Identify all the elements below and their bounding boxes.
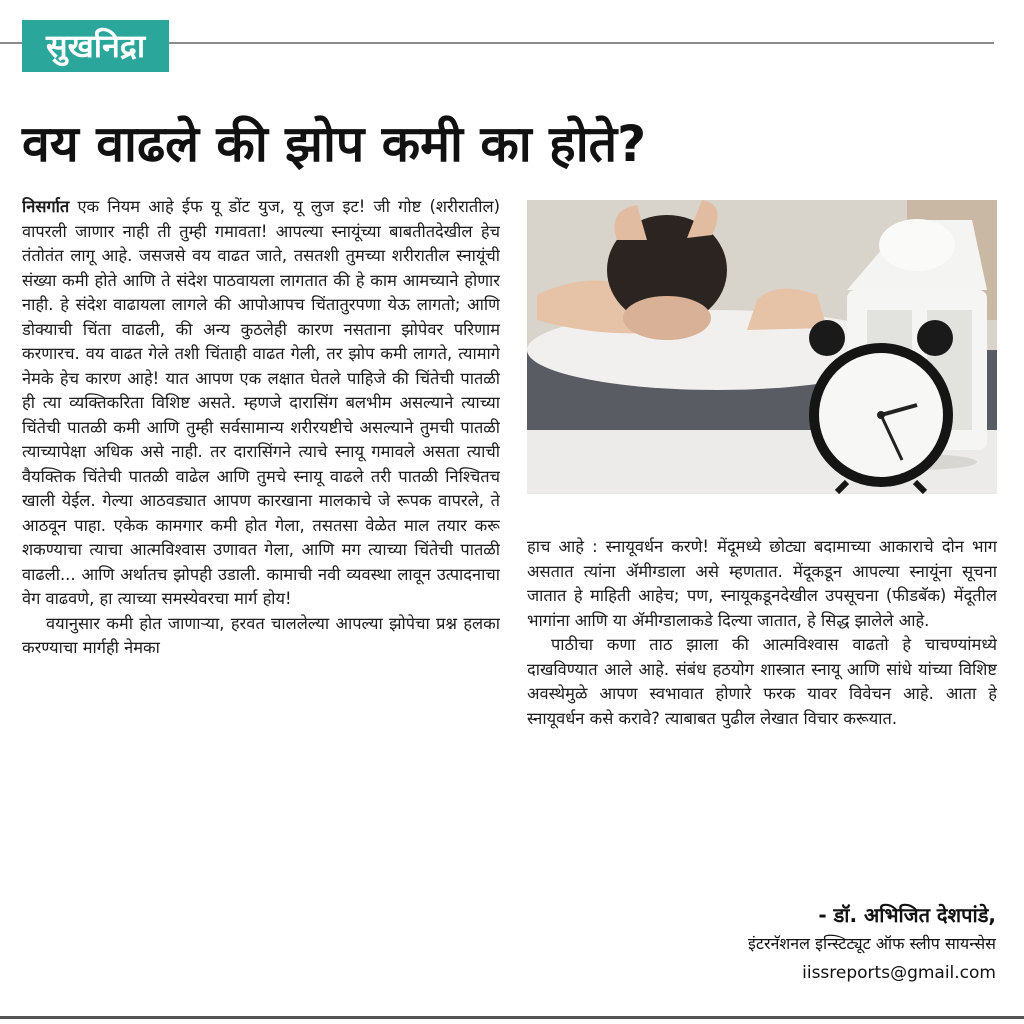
byline: [748, 900, 996, 988]
author-name: - डॉ. अभिजित देशपांडे,: [818, 903, 996, 927]
article-column-left: [22, 195, 500, 995]
article-paragraph: पाठीचा कणा ताठ झाला की आत्मविश्वास वाढतो हे चाचण्यांमध्ये दाखविण्यात आले आहे. संबंध हठयोग शास्त्रात स्नायू आणि सांधे यांच्या विशिष्ट अवस्थेमुळे आपण स्वभावात होणारे फरक यावर विवेचन आहे. आता हे स्नायूवर्धन कसे करावे? त्याबाबत पुढील लेखात विचार करूयात.: [527, 635, 997, 728]
section-tag: सुखनिद्रा: [22, 20, 169, 72]
article-paragraph: हाच आहे : स्नायूवर्धन करणे! मेंदूमध्ये छोट्या बदामाच्या आकाराचे दोन भाग असतात त्यांना ॲमीग्डाला असे म्हणतात. मेंदूकडून आपल्या स्नायूंना सूचना जातात हे माहिती आहेच; पण, स्नायूकडूनदेखील उपसूचना (फीडबॅक) मेंदूतील भागांना आणि या ॲमीग्डालाकडे दिल्या जातात, हे सिद्ध झालेले आहे.: [527, 537, 997, 630]
sleepless-man-alarm-clock-image: [527, 200, 997, 494]
article-headline: वय वाढले की झोप कमी का होते?: [22, 115, 647, 173]
article-column-right: [527, 535, 997, 905]
article-paragraph: वयानुसार कमी होत जाणाऱ्या, हरवत चाललेल्या आपल्या झोपेचा प्रश्न हलका करण्याचा मार्गही नेमका: [22, 613, 500, 657]
article-photo: [527, 200, 997, 494]
paragraph-text: एक नियम आहे ईफ यू डोंट युज, यू लुज इट! जी गोष्ट (शरीरातील) वापरली जाणार नाही ती तुम्ही गमावता! आपल्या स्नायूंच्या बाबतीतदेखील हेच तंतोतंत लागू आहे. जसजसे वय वाढत जाते, तसतशी तुमच्या शरीरातील स्नायूंची संख्या कमी होते आणि ते संदेश पाठवायला लागतात की हे काम आमच्याने होणार नाही. हे संदेश वाढायला लागले की आपोआपच चिंतातुरपणा येऊ लागतो; आणि डोक्याची चिंता वाढली, की अन्य कुठलेही कारण नसताना झोपेवर परिणाम करणारच. वय वाढत गेले तशी चिंताही वाढत गेली, तर झोप कमी लागते, त्यामागे नेमके हेच कारण आहे! यात आपण एक लक्षात घेतले पाहिजे की चिंतेची पातळी ही त्या व्यक्तिकरिता विशिष्ट असते. म्हणजे दारासिंग बलभीम असल्याने त्याच्या चिंतेची पातळी कमी आणि तुम्ही सर्वसामान्य शरीरयष्टीचे असल्याने तुमची पातळी त्याच्यापेक्षा अधिक असे नाही. तर दारासिंगने त्याचे स्नायू गमावले असता त्याची वैयक्तिक चिंतेची पातळी वाढेल आणि तुमचे स्नायू वाढले तरी पातळी निश्चितच खाली येईल. गेल्या आठवड्यात आपण कारखाना मालकाचे जे रूपक वापरले, ते आठवून पाहा. एकेक कामगार कमी होत गेला, तसतसा वेळेत माल तयार करू शकण्याचा त्याचा आत्मविश्वास उणावत गेला, आणि मग त्याच्या चिंतेची पातळी वाढली... आणि अर्थातच झोपही उडाली. कामाची नवी व्यवस्था लावून उत्पादनाचा वेग वाढवणे, हा त्याच्या समस्येवरचा मार्ग होय!: [22, 197, 500, 608]
bottom-rule: [0, 1016, 1024, 1019]
author-email: iissreports@gmail.com: [802, 963, 996, 983]
author-organization: इंटरनॅशनल इन्स्टिट्यूट ऑफ स्लीप सायन्सेस: [748, 934, 996, 953]
lead-word: निसर्गात: [22, 197, 70, 216]
article-paragraph: [22, 195, 500, 612]
